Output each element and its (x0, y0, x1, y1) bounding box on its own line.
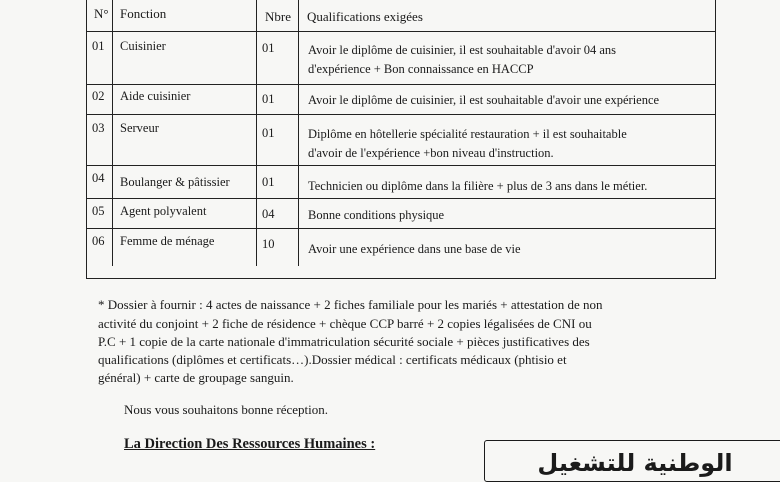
dossier-line: activité du conjoint + 2 fiche de résidence + chèque CCP barré + 2 copies légalisées de CNI ou (98, 316, 592, 331)
row-qualification-line: Avoir une expérience dans une base de vie (308, 242, 521, 256)
row-num: 05 (92, 204, 105, 218)
row-qualification-line: Avoir le diplôme de cuisinier, il est souhaitable d'avoir une expérience (308, 93, 660, 107)
row-qualification-line: d'avoir de l'expérience +bon niveau d'instruction. (308, 146, 554, 160)
row-nbre: 04 (262, 207, 275, 221)
row-fonction: Aide cuisinier (120, 89, 191, 103)
row-nbre: 01 (262, 175, 275, 189)
closing-text: Nous vous souhaitons bonne réception. (124, 402, 329, 417)
dossier-line: * Dossier à fournir : 4 actes de naissance + 2 fiches familiale pour les mariés + attestation de non (98, 297, 603, 312)
row-nbre: 01 (262, 126, 275, 140)
agency-stamp (484, 440, 780, 482)
table-row-divider (86, 114, 716, 115)
dossier-line: qualifications (diplômes et certificats…).Dossier médical : certificats médicaux (phtisio et (98, 352, 567, 367)
header-num: N° (94, 6, 109, 21)
row-num: 06 (92, 234, 105, 248)
row-qualification-line: Diplôme en hôtellerie spécialité restauration + il est souhaitable (308, 127, 627, 141)
row-qualification-line: Technicien ou diplôme dans la filière + plus de 3 ans dans le métier. (308, 179, 648, 193)
row-nbre: 01 (262, 92, 275, 106)
row-fonction: Serveur (120, 121, 159, 135)
header-qualifications: Qualifications exigées (307, 9, 423, 24)
table-row-divider (86, 31, 716, 32)
dossier-line: général) + carte de groupage sanguin. (98, 370, 294, 385)
table-row-divider (86, 84, 716, 85)
row-num: 02 (92, 89, 105, 103)
table-divider (256, 0, 257, 266)
row-num: 04 (92, 171, 105, 185)
svg-text:الوطنية للتشغيل: الوطنية للتشغيل (537, 449, 733, 477)
table-row-divider (86, 228, 716, 229)
table-divider (112, 0, 113, 266)
row-qualification-line: Avoir le diplôme de cuisinier, il est souhaitable d'avoir 04 ans (308, 43, 617, 57)
row-nbre: 10 (262, 237, 275, 251)
stamp-arabic-lettering (515, 441, 755, 477)
row-fonction: Cuisinier (120, 39, 166, 53)
signature-title: La Direction Des Ressources Humaines : (124, 436, 376, 452)
row-fonction: Agent polyvalent (120, 204, 207, 218)
row-num: 01 (92, 39, 105, 53)
header-nbre: Nbre (265, 9, 291, 24)
dossier-line: P.C + 1 copie de la carte nationale d'immatriculation sécurité sociale + pièces justificatives des (98, 334, 590, 349)
table-row-divider (86, 165, 716, 166)
table-row-divider (86, 198, 716, 199)
row-fonction: Femme de ménage (120, 234, 215, 248)
row-num: 03 (92, 121, 105, 135)
row-qualification-line: d'expérience + Bon connaissance en HACCP (308, 62, 534, 76)
table-divider (298, 0, 299, 266)
row-nbre: 01 (262, 41, 275, 55)
header-fonction: Fonction (120, 6, 167, 21)
row-qualification-line: Bonne conditions physique (308, 208, 445, 222)
row-fonction: Boulanger & pâtissier (120, 175, 230, 189)
